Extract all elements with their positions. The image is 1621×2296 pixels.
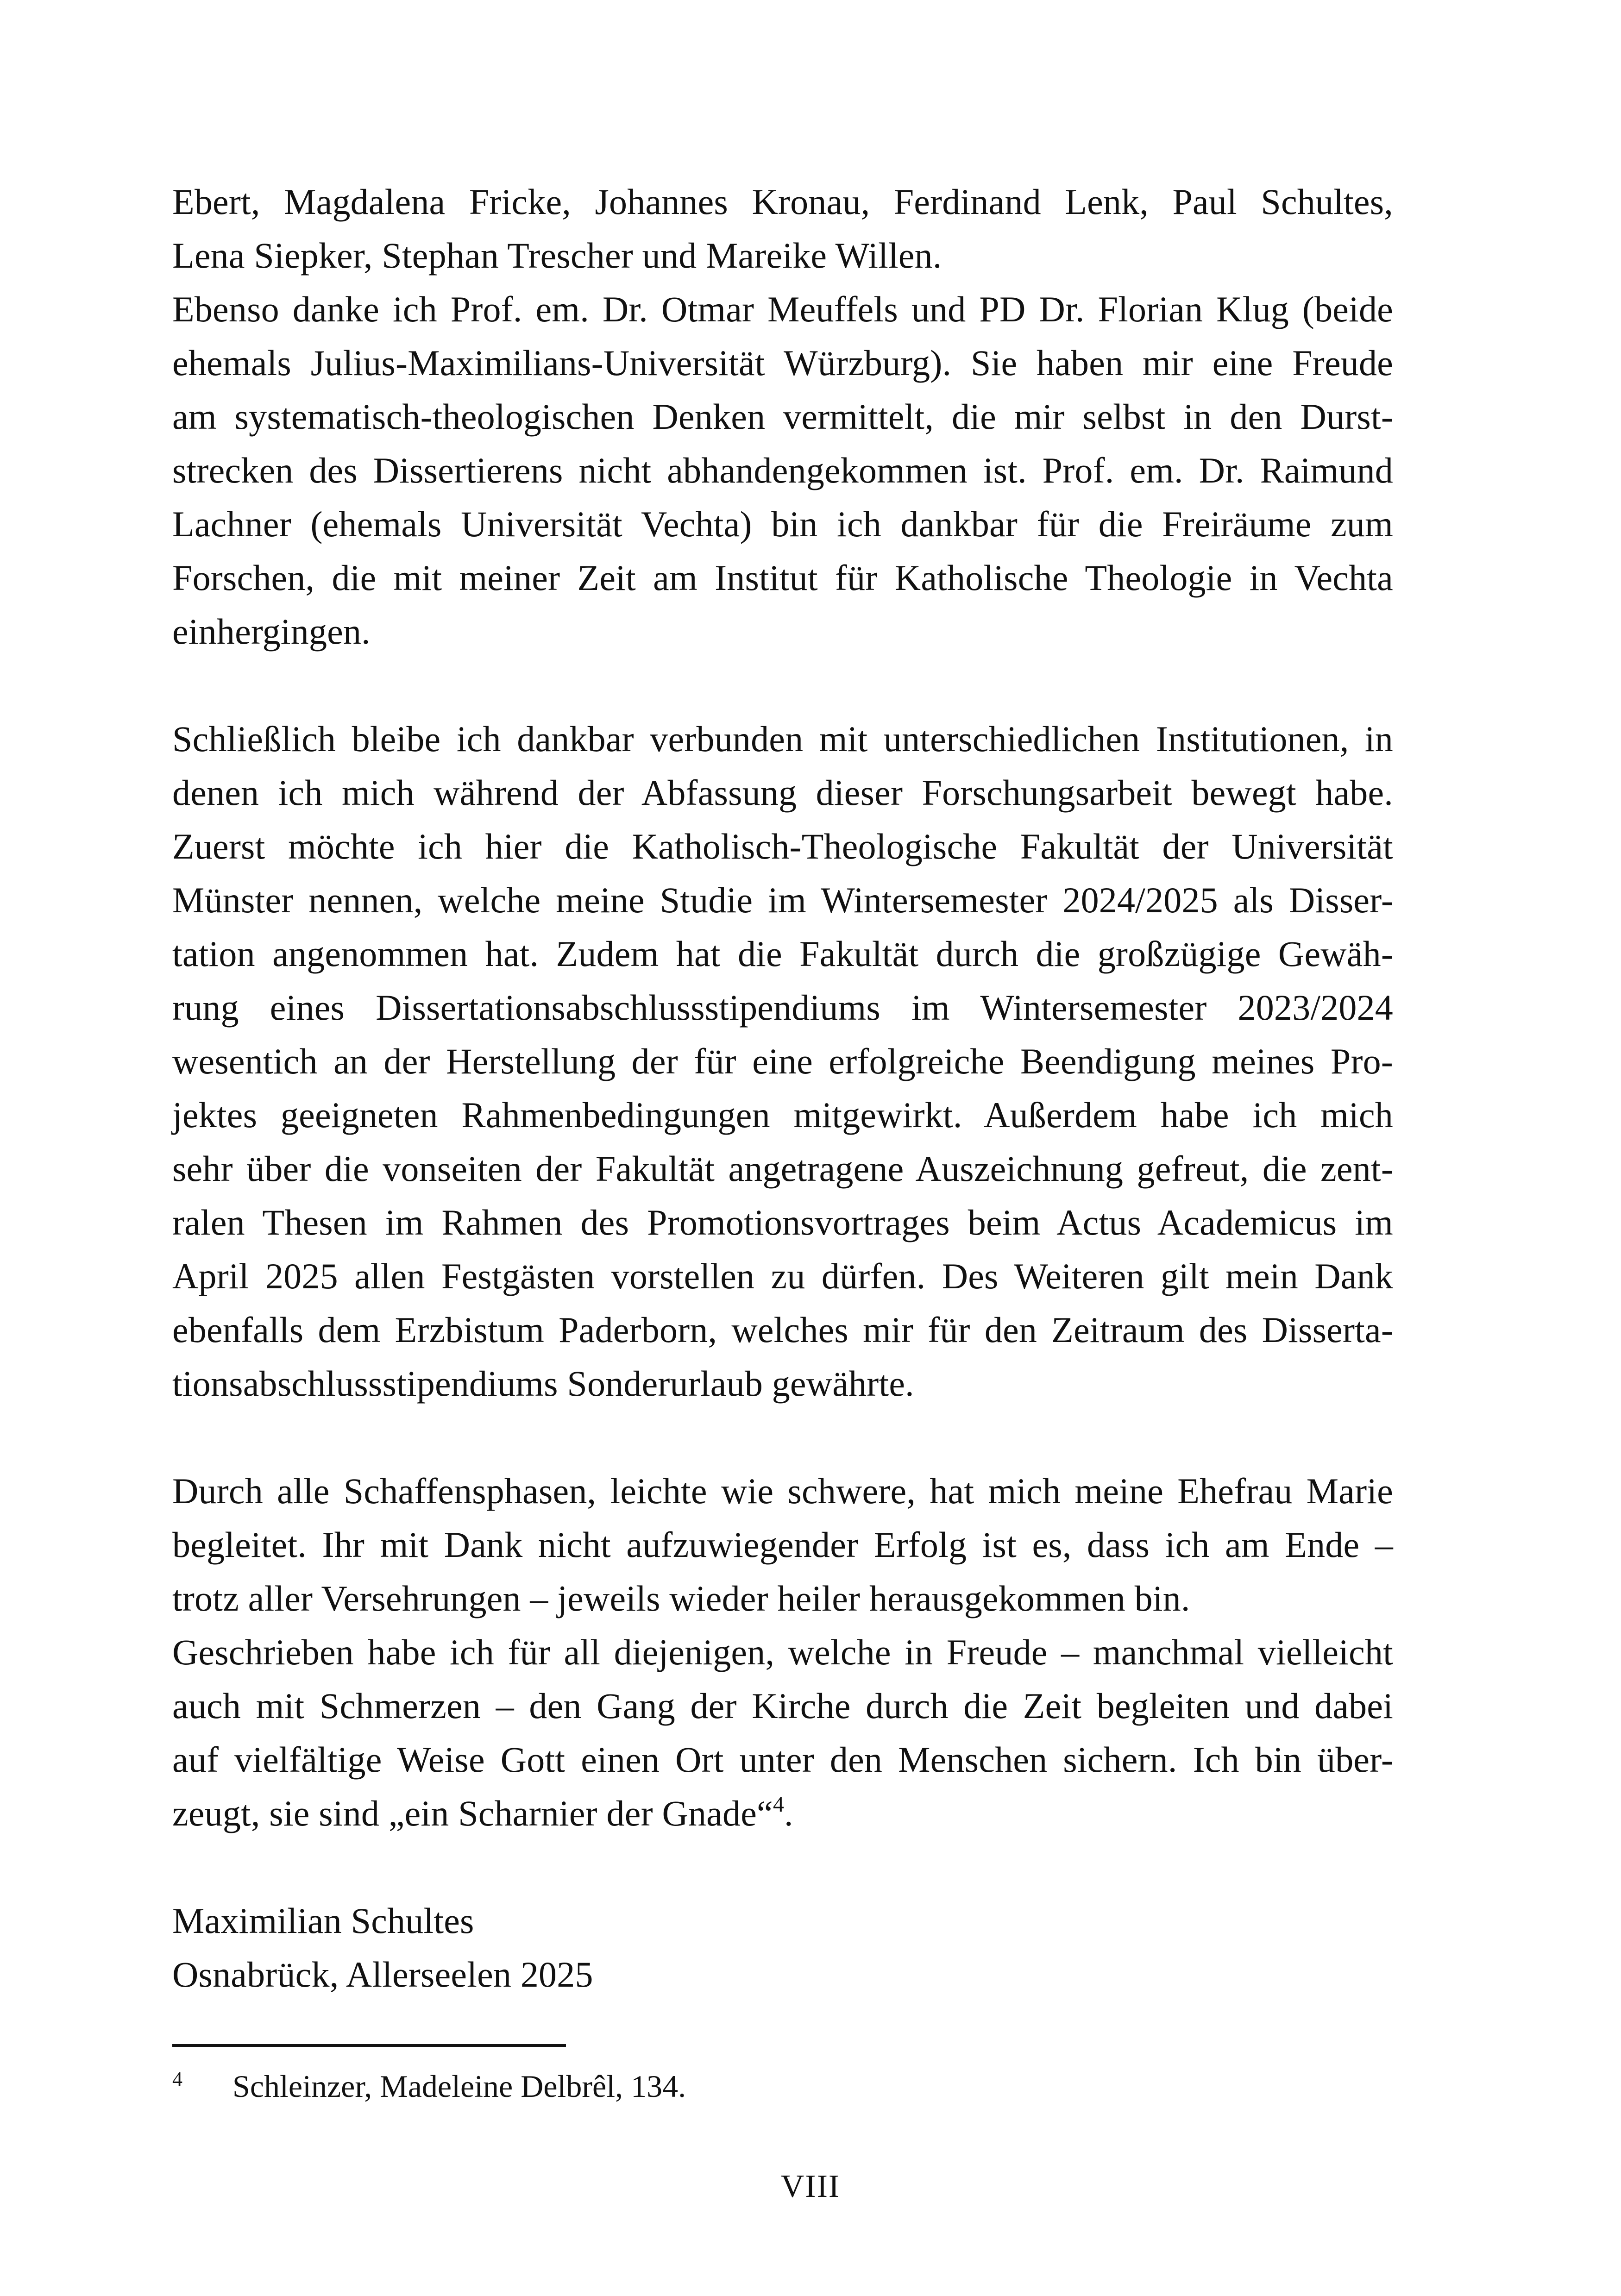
footnote-text: Schleinzer, Madeleine Delbrêl, 134. — [232, 2069, 686, 2104]
paragraph-line-text: zeugt, sie sind „ein Scharnier der Gnade“ — [172, 1793, 773, 1833]
paragraph-line: tionsabschlussstipendiums Sonderurlaub gewährte. — [172, 1363, 914, 1404]
paragraph-line: begleitet. Ihr mit Dank nicht aufzuwiegender Erfolg ist es, dass ich am Ende – — [172, 1524, 1393, 1565]
footnote-reference[interactable]: 4 — [773, 1792, 785, 1817]
page-number: VIII — [780, 2169, 841, 2204]
paragraph-line: einhergingen. — [172, 611, 371, 652]
paragraph-line: Lena Siepker, Stephan Trescher und Mareike Willen. — [172, 235, 942, 276]
paragraph-line: jektes geeigneten Rahmenbedingungen mitgewirkt. Außerdem habe ich mich — [172, 1095, 1393, 1135]
paragraph-line: auf vielfältige Weise Gott einen Ort unter den Menschen sichern. Ich bin über- — [172, 1739, 1393, 1780]
paragraph-line: rung eines Dissertationsabschlussstipendiums im Wintersemester 2023/2024 — [172, 987, 1393, 1028]
paragraph-line: Ebert, Magdalena Fricke, Johannes Kronau, Ferdinand Lenk, Paul Schultes, — [172, 182, 1393, 222]
paragraph-line: auch mit Schmerzen – den Gang der Kirche durch die Zeit begleiten und dabei — [172, 1686, 1393, 1726]
paragraph-line: Ebenso danke ich Prof. em. Dr. Otmar Meuffels und PD Dr. Florian Klug (beide — [172, 289, 1393, 329]
paragraph-line: April 2025 allen Festgästen vorstellen zu dürfen. Des Weiteren gilt mein Dank — [172, 1256, 1393, 1296]
paragraph-line: Durch alle Schaffensphasen, leichte wie schwere, hat mich meine Ehefrau Marie — [172, 1471, 1393, 1511]
paragraph-line-with-footnote — [172, 1787, 1393, 1840]
body-text — [172, 175, 1393, 2001]
paragraph-line: trotz aller Versehrungen – jeweils wieder heiler herausgekommen bin. — [172, 1578, 1190, 1618]
paragraph-gap — [172, 659, 1393, 712]
paragraph-gap — [172, 1411, 1393, 1464]
footnote — [172, 2063, 1393, 2114]
paragraph-line: ebenfalls dem Erzbistum Paderborn, welches mir für den Zeitraum des Disserta- — [172, 1310, 1393, 1350]
paragraph-line: wesentich an der Herstellung der für eine erfolgreiche Beendigung meines Pro- — [172, 1041, 1393, 1081]
footnote-separator — [172, 2044, 566, 2047]
sentence-end: . — [784, 1793, 793, 1833]
paragraph-line: denen ich mich während der Abfassung dieser Forschungsarbeit bewegt habe. — [172, 772, 1393, 813]
paragraph-line: Münster nennen, welche meine Studie im Wintersemester 2024/2025 als Disser- — [172, 880, 1393, 920]
paragraph-line: Lachner (ehemals Universität Vechta) bin ich dankbar für die Freiräume zum — [172, 504, 1393, 544]
footnote-number: 4 — [172, 2068, 182, 2090]
paragraph-line: ralen Thesen im Rahmen des Promotionsvortrages beim Actus Academicus im — [172, 1202, 1393, 1242]
paragraph-line: tation angenommen hat. Zudem hat die Fakultät durch die großzügige Gewäh- — [172, 934, 1393, 974]
paragraph-line: ehemals Julius-Maximilians-Universität Würzburg). Sie haben mir eine Freude — [172, 343, 1393, 383]
paragraph-line: Schließlich bleibe ich dankbar verbunden mit unterschiedlichen Institutionen, in — [172, 719, 1393, 759]
paragraph-line: Forschen, die mit meiner Zeit am Institut für Katholische Theologie in Vechta — [172, 558, 1393, 598]
paragraph-line: sehr über die vonseiten der Fakultät angetragene Auszeichnung gefreut, die zent- — [172, 1148, 1393, 1189]
signature-name: Maximilian Schultes — [172, 1901, 474, 1941]
signature-place-date: Osnabrück, Allerseelen 2025 — [172, 1954, 593, 1995]
paragraph-line: strecken des Dissertierens nicht abhandengekommen ist. Prof. em. Dr. Raimund — [172, 450, 1393, 490]
paragraph-line: am systematisch-theologischen Denken vermittelt, die mir selbst in den Durst- — [172, 396, 1393, 437]
paragraph-gap — [172, 1840, 1393, 1894]
paragraph-line: Geschrieben habe ich für all diejenigen, welche in Freude – manchmal vielleicht — [172, 1632, 1393, 1672]
paragraph-line: Zuerst möchte ich hier die Katholisch-Theologische Fakultät der Universität — [172, 826, 1393, 866]
